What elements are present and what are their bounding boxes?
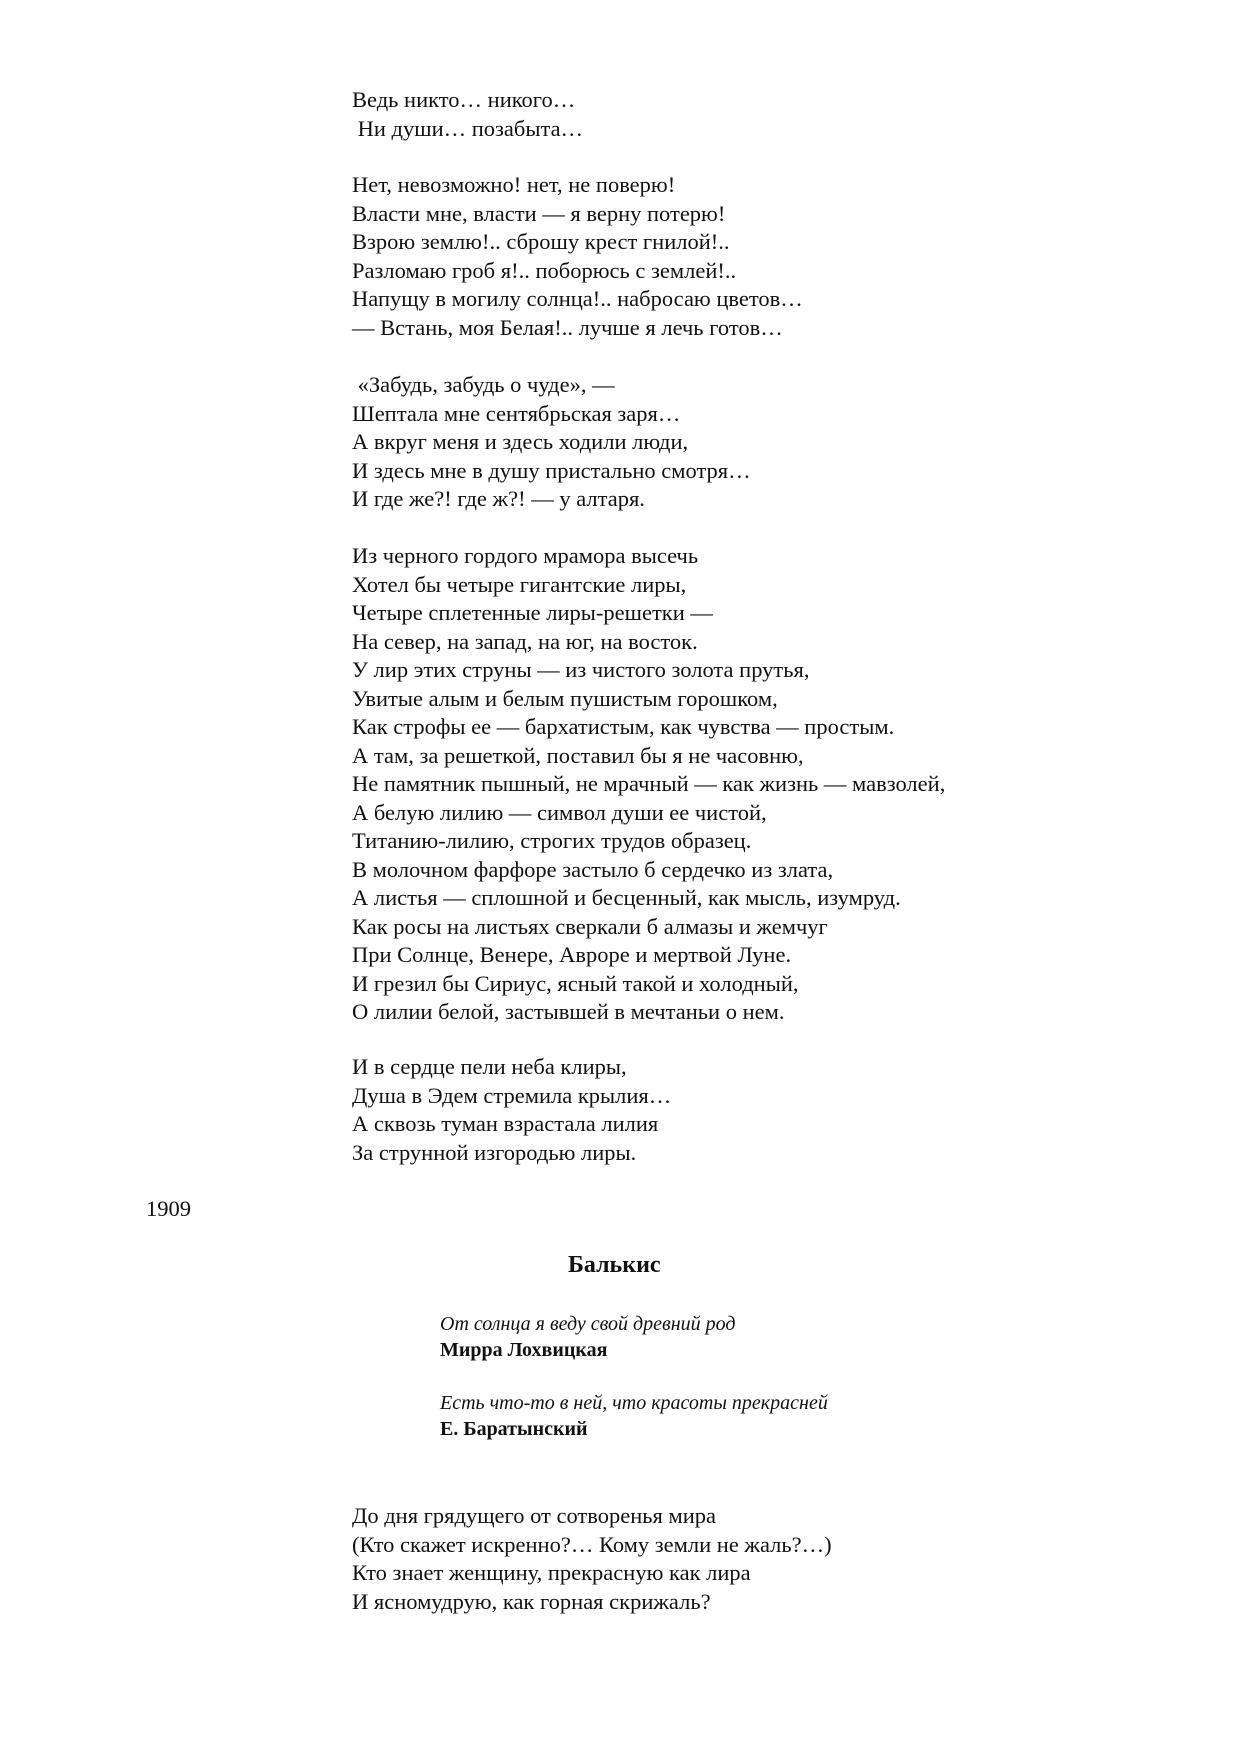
verse-line: И где же?! где ж?! — у алтаря. <box>352 486 645 511</box>
verse-line: Не памятник пышный, не мрачный — как жизнь — мавзолей, <box>352 771 946 796</box>
verse-line: Нет, невозможно! нет, не поверю! <box>352 172 676 197</box>
epigraph-1 <box>440 1311 736 1363</box>
verse-line: А белую лилию — символ души ее чистой, <box>352 799 767 825</box>
poem-year: 1909 <box>146 1196 191 1221</box>
verse-line: При Солнце, Венере, Авроре и мертвой Луне. <box>352 942 792 967</box>
epigraph-quote: От солнца я веду свой древний род <box>440 1313 736 1335</box>
verse-line: И грезил бы Сириус, ясный такой и холодный, <box>352 970 799 996</box>
verse-line: За струнной изгородью лиры. <box>352 1139 637 1165</box>
verse-line: На север, на запад, на юг, на восток. <box>352 628 698 654</box>
verse-line: А сквозь туман взрастала лилия <box>352 1111 659 1136</box>
epigraph-2 <box>440 1390 828 1442</box>
verse-line: Из черного гордого мрамора высечь <box>352 543 699 568</box>
verse-line: Увитые алым и белым пушистым горошком, <box>352 685 778 711</box>
verse-line: В молочном фарфоре застыло б сердечко из злата, <box>352 856 834 882</box>
verse-line: Четыре сплетенные лиры-решетки — <box>352 600 713 625</box>
verse-line: Кто знает женщину, прекрасную как лира <box>352 1560 751 1585</box>
verse-line: У лир этих струны — из чистого золота прутья, <box>352 657 810 682</box>
verse-line: И здесь мне в душу пристально смотря… <box>352 457 751 483</box>
verse-line: Напущу в могилу солнца!.. набросаю цветов… <box>352 286 803 311</box>
verse-line: О лилии белой, застывшей в мечтаньи о нем. <box>352 999 785 1024</box>
epigraph-quote: Есть что-то в ней, что красоты прекрасней <box>440 1392 828 1414</box>
verse-line: Шептала мне сентябрьская заря… <box>352 400 681 426</box>
poem2-stanza-1 <box>352 1502 832 1616</box>
verse-line: Разломаю гроб я!.. поборюсь с землей!.. <box>352 257 737 283</box>
verse-line: Как строфы ее — бархатистым, как чувства — простым. <box>352 714 895 739</box>
verse-line: Власти мне, власти — я верну потерю! <box>352 200 726 226</box>
verse-line: Взрою землю!.. сброшу крест гнилой!.. <box>352 229 730 254</box>
verse-line: А вкруг меня и здесь ходили люди, <box>352 429 689 454</box>
verse-line: «Забудь, забудь о чуде», — <box>352 372 615 397</box>
verse-line: Титанию-лилию, строгих трудов образец. <box>352 828 752 853</box>
verse-line: — Встань, моя Белая!.. лучше я лечь готов… <box>352 314 783 340</box>
stanza-2 <box>352 171 803 342</box>
verse-line: Как росы на листьях сверкали б алмазы и жемчуг <box>352 913 828 939</box>
verse-line: А листья — сплошной и бесценный, как мысль, изумруд. <box>352 885 901 910</box>
stanza-3 <box>352 371 751 514</box>
verse-line: Ведь никто… никого… <box>352 87 576 112</box>
verse-line: Хотел бы четыре гигантские лиры, <box>352 571 687 597</box>
verse-line: (Кто скажет искренно?… Кому земли не жаль?…) <box>352 1531 832 1557</box>
verse-line: И ясномудрую, как горная скрижаль? <box>352 1588 711 1614</box>
stanza-4 <box>352 542 945 1027</box>
epigraph-author: Мирра Лохвицкая <box>440 1339 608 1361</box>
epigraph-author: Е. Баратынский <box>440 1418 588 1440</box>
verse-line: До дня грядущего от сотворенья мира <box>352 1503 716 1528</box>
verse-line: И в сердце пели неба клиры, <box>352 1054 627 1079</box>
stanza-5 <box>352 1053 671 1167</box>
verse-line: Ни души… позабыта… <box>352 115 584 141</box>
verse-line: А там, за решеткой, поставил бы я не часовню, <box>352 742 804 768</box>
poem-title: Балькис <box>568 1252 661 1278</box>
verse-line: Душа в Эдем стремила крылия… <box>352 1082 672 1108</box>
stanza-1 <box>352 86 583 143</box>
